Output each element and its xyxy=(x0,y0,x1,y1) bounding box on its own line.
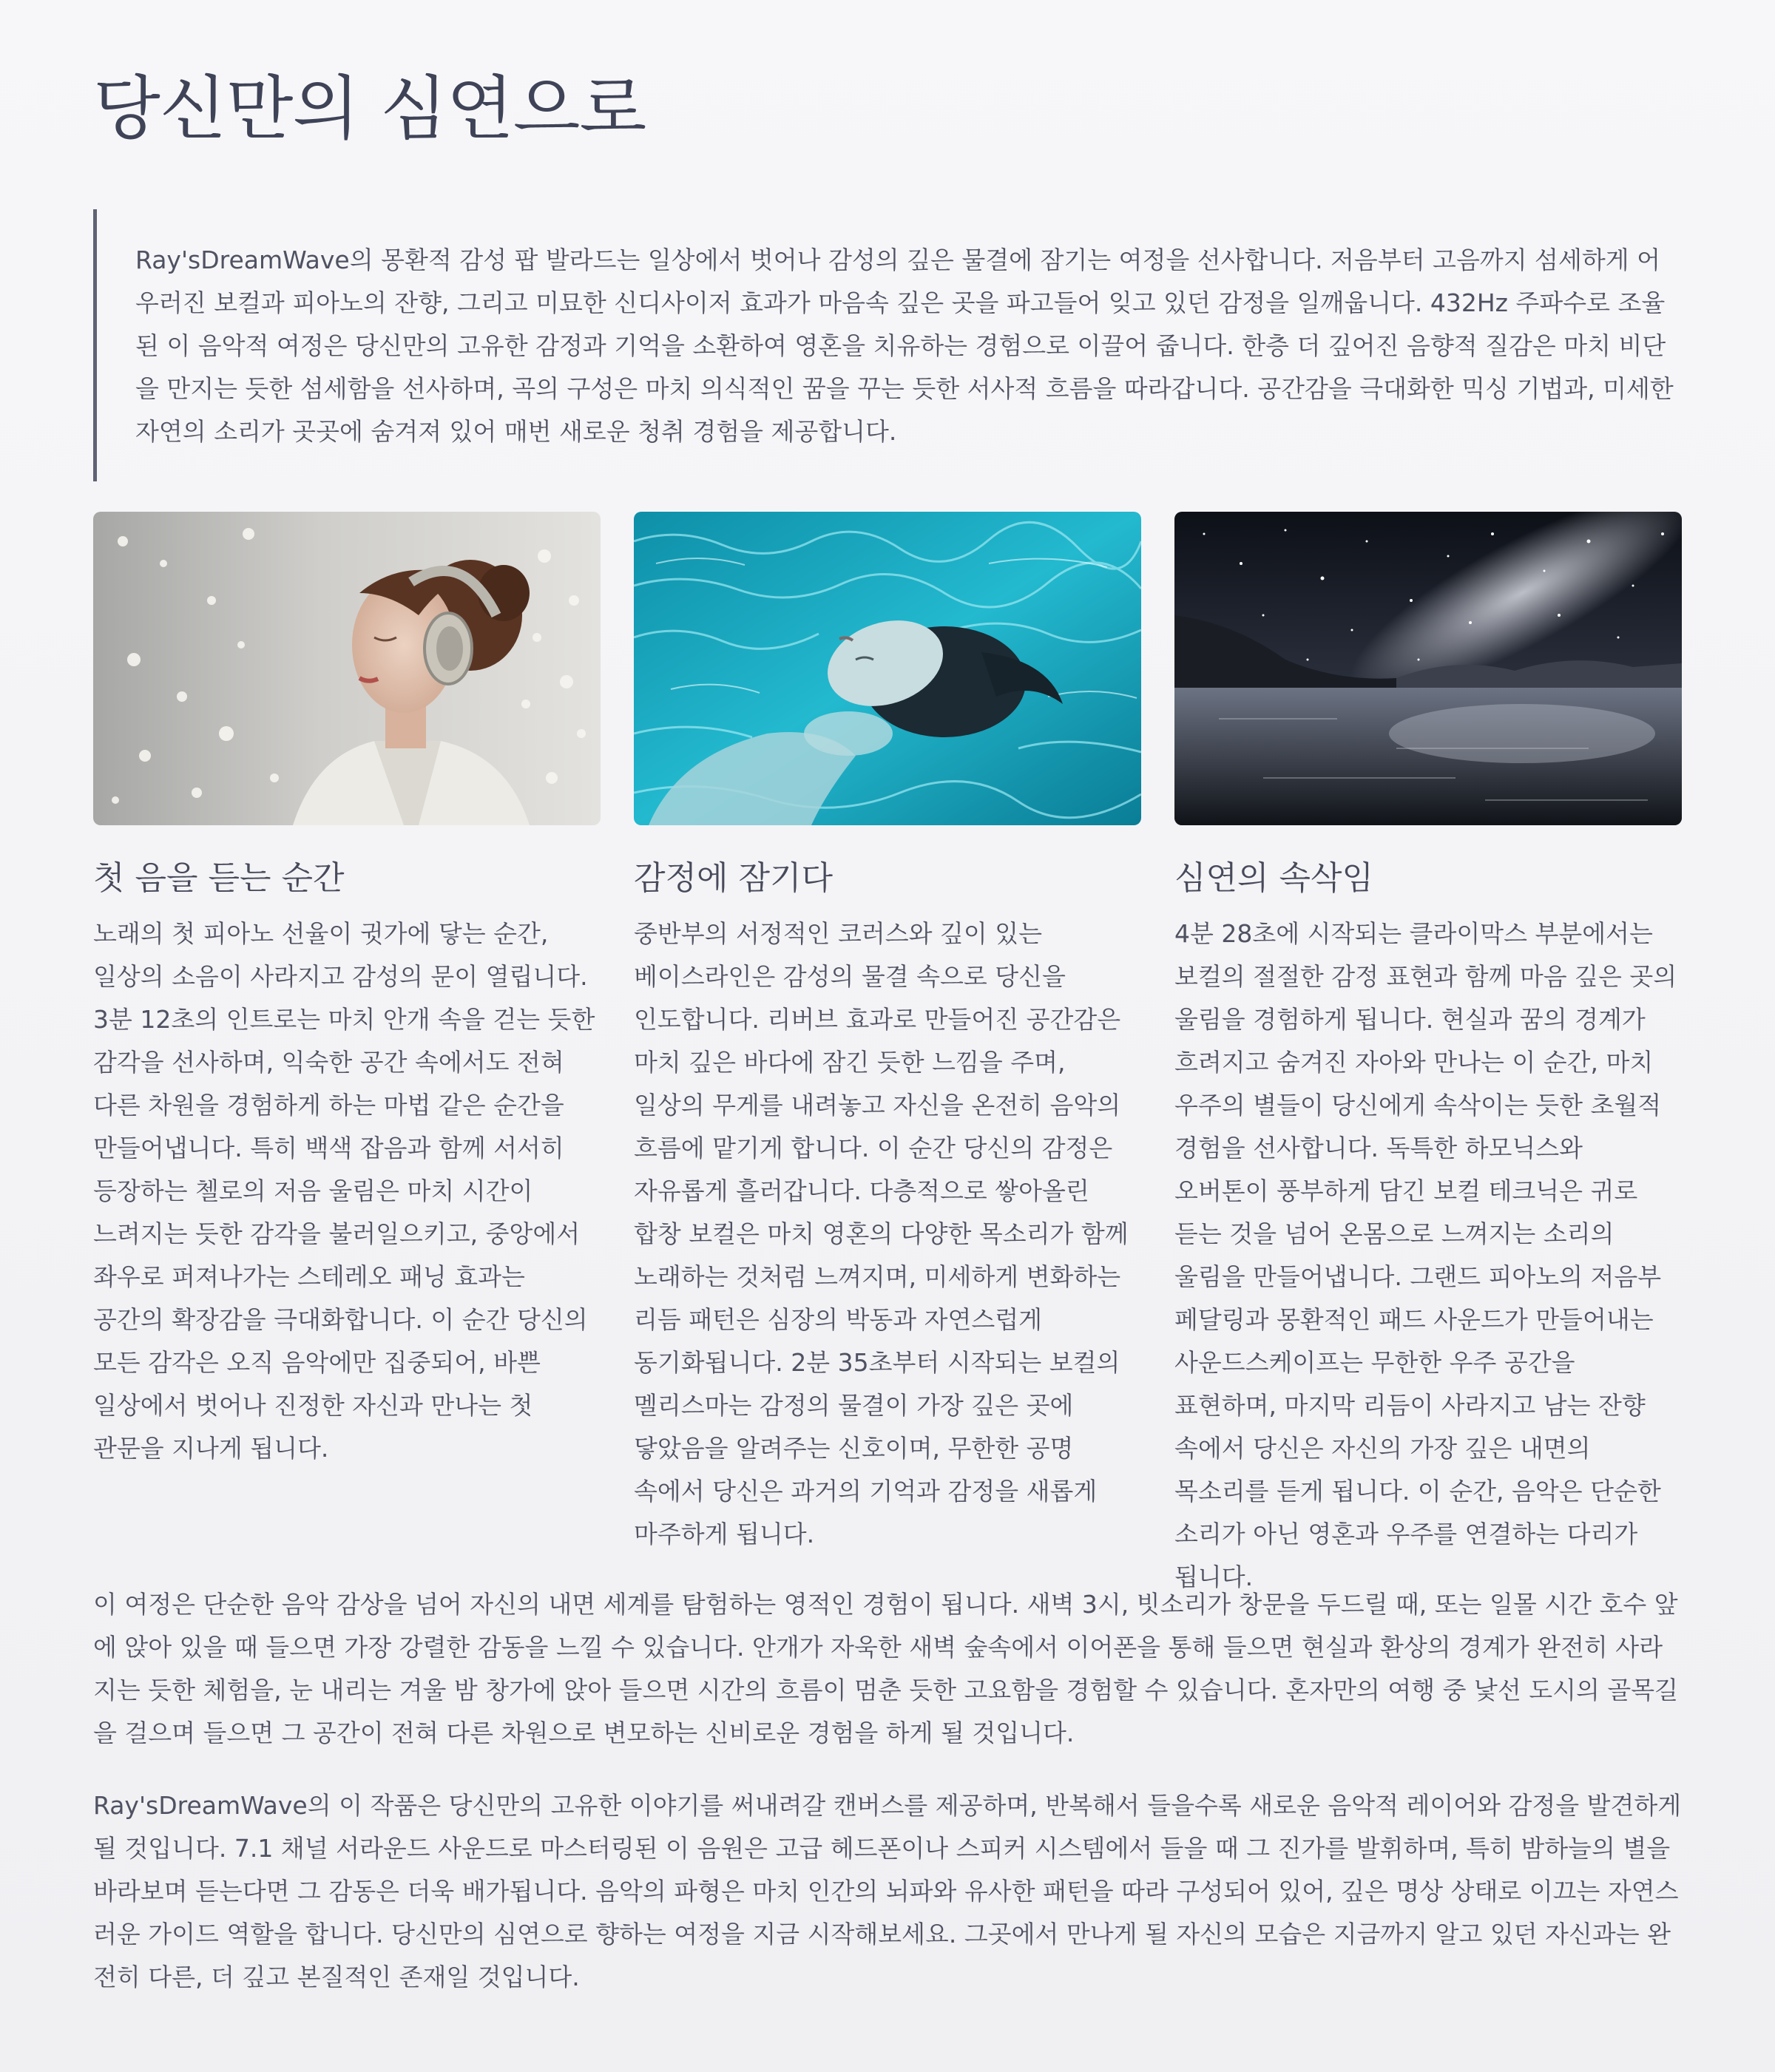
feature-card xyxy=(1174,512,1682,1599)
woman-with-headphones-image xyxy=(93,512,601,825)
card-body: 4분 28초에 시작되는 클라이막스 부분에서는 보컬의 절절한 감정 표현과 함께 마음 깊은 곳의 울림을 경험하게 됩니다. 현실과 꿈의 경계가 흐려지고 숨겨진 자아와 만나는 이 순간, 마치 우주의 별들이 당신에게 속삭이는 듯한 초월적 경험을 선사합니다. 독특한 하모닉스와 오버톤이 풍부하게 담긴 보컬 테크닉은 귀로 듣는 것을 넘어 온몸으로 느껴지는 소리의 울림을 만들어냅니다. 그랜드 피아노의 저음부 페달링과 몽환적인 패드 사운드가 만들어내는 사운드스케이프는 무한한 우주 공간을 표현하며, 마지막 리듬이 사라지고 남는 잔향 속에서 당신은 자신의 가장 깊은 내면의 목소리를 듣게 됩니다. 이 순간, 음악은 단순한 소리가 아닌 영혼과 우주를 연결하는 다리가 됩니다. xyxy=(1174,919,1677,1591)
card-title: 심연의 속삭임 xyxy=(1174,859,1374,897)
card-body: 중반부의 서정적인 코러스와 깊이 있는 베이스라인은 감성의 물결 속으로 당신을 인도합니다. 리버브 효과로 만들어진 공간감은 마치 깊은 바다에 잠긴 듯한 느낌을 주며, 일상의 무게를 내려놓고 자신을 온전히 음악의 흐름에 맡기게 합니다. 이 순간 당신의 감정은 자유롭게 흘러갑니다. 다층적으로 쌓아올린 합창 보컬은 마치 영혼의 다양한 목소리가 함께 노래하는 것처럼 느껴지며, 미세하게 변화하는 리듬 패턴은 심장의 박동과 자연스럽게 동기화됩니다. 2분 35초부터 시작되는 보컬의 멜리스마는 감정의 물결이 가장 깊은 곳에 닿았음을 알려주는 신호이며, 무한한 공명 속에서 당신은 과거의 기억과 감정을 새롭게 마주하게 됩니다. xyxy=(634,919,1129,1548)
milky-way-over-lake-image xyxy=(1174,512,1682,825)
woman-floating-in-water-image xyxy=(634,512,1141,825)
card-title: 첫 음을 듣는 순간 xyxy=(93,859,345,897)
card-title: 감정에 잠기다 xyxy=(634,859,834,897)
page-title: 당신만의 심연으로 xyxy=(93,69,646,149)
closing-paragraph-1: 이 여정은 단순한 음악 감상을 넘어 자신의 내면 세계를 탐험하는 영적인 경험이 됩니다. 새벽 3시, 빗소리가 창문을 두드릴 때, 또는 일몰 시간 호수 앞에 앉아 있을 때 들으면 가장 강렬한 감동을 느낄 수 있습니다. 안개가 자욱한 새벽 숲속에서 이어폰을 통해 들으면 현실과 환상의 경계가 완전히 사라지는 듯한 체험을, 눈 내리는 겨울 밤 창가에 앉아 들으면 시간의 흐름이 멈춘 듯한 고요함을 경험할 수 있습니다. 혼자만의 여행 중 낯선 도시의 골목길을 걸으며 들으면 그 공간이 전혀 다른 차원으로 변모하는 신비로운 경험을 하게 될 것입니다. xyxy=(93,1590,1679,1747)
feature-card xyxy=(634,512,1141,1556)
card-body: 노래의 첫 피아노 선율이 귓가에 닿는 순간, 일상의 소음이 사라지고 감성의 문이 열립니다. 3분 12초의 인트로는 마치 안개 속을 걷는 듯한 감각을 선사하며, 익숙한 공간 속에서도 전혀 다른 차원을 경험하게 하는 마법 같은 순간을 만들어냅니다. 특히 백색 잡음과 함께 서서히 등장하는 첼로의 저음 울림은 마치 시간이 느려지는 듯한 감각을 불러일으키고, 중앙에서 좌우로 퍼져나가는 스테레오 패닝 효과는 공간의 확장감을 극대화합니다. 이 순간 당신의 모든 감각은 오직 음악에만 집중되어, 바쁜 일상에서 벗어나 진정한 자신과 만나는 첫 관문을 지나게 됩니다. xyxy=(93,919,595,1463)
intro-blockquote: Ray'sDreamWave의 몽환적 감성 팝 발라드는 일상에서 벗어나 감성의 깊은 물결에 잠기는 여정을 선사합니다. 저음부터 고음까지 섬세하게 어우러진 보컬과 피아노의 잔향, 그리고 미묘한 신디사이저 효과가 마음속 깊은 곳을 파고들어 잊고 있던 감정을 일깨웁니다. 432Hz 주파수로 조율된 이 음악적 여정은 당신만의 고유한 감정과 기억을 소환하여 영혼을 치유하는 경험으로 이끌어 줍니다. 한층 더 깊어진 음향적 질감은 마치 비단을 만지는 듯한 섬세함을 선사하며, 곡의 구성은 마치 의식적인 꿈을 꾸는 듯한 서사적 흐름을 따라갑니다. 공간감을 극대화한 믹싱 기법과, 미세한 자연의 소리가 곳곳에 숨겨져 있어 매번 새로운 청취 경험을 제공합니다. xyxy=(93,209,1682,481)
closing-paragraph-2: Ray'sDreamWave의 이 작품은 당신만의 고유한 이야기를 써내려갈 캔버스를 제공하며, 반복해서 들을수록 새로운 음악적 레이어와 감정을 발견하게 될 것입니다. 7.1 채널 서라운드 사운드로 마스터링된 이 음원은 고급 헤드폰이나 스피커 시스템에서 들을 때 그 진가를 발휘하며, 특히 밤하늘의 별을 바라보며 듣는다면 그 감동은 더욱 배가됩니다. 음악의 파형은 마치 인간의 뇌파와 유사한 패턴을 따라 구성되어 있어, 깊은 명상 상태로 이끄는 자연스러운 가이드 역할을 합니다. 당신만의 심연으로 향하는 여정을 지금 시작해보세요. 그곳에서 만나게 될 자신의 모습은 지금까지 알고 있던 자신과는 완전히 다른, 더 깊고 본질적인 존재일 것입니다. xyxy=(93,1791,1682,1991)
feature-card xyxy=(93,512,601,1470)
